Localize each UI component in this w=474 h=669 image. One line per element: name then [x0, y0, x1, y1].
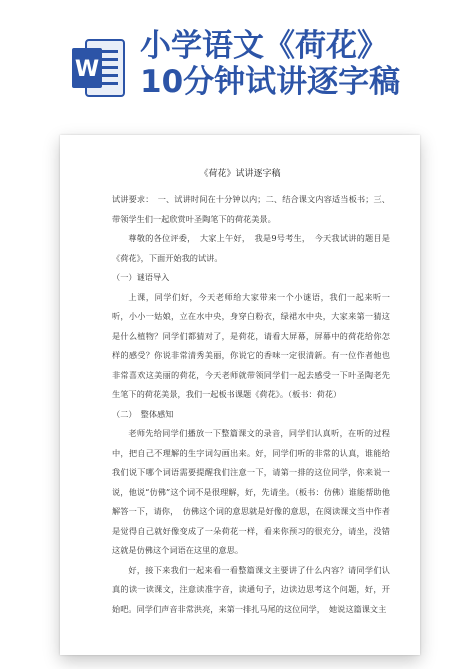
paragraph-greeting: 尊敬的各位评委， 大家上午好， 我是9号考生， 今天我试讲的题目是《荷花》，下面开始我的试讲。 — [112, 233, 390, 263]
word-document-icon — [72, 38, 126, 98]
section-heading: （一）谜语导入 — [112, 272, 170, 282]
paragraph-requirements: 试讲要求： 一、试讲时间在十分钟以内；二、结合课文内容适当板书；三、带领学生们一起欣赏叶圣陶笔下的荷花美景。 — [112, 194, 390, 224]
header-title — [140, 28, 470, 100]
document-body — [112, 190, 390, 619]
paragraph-next: 好，接下来我们一起来看一看整篇课文主要讲了什么内容？请同学们认真的读一读课文，注意读准字音，读通句子，边读边思考这个问题，好，开始吧。同学们声音非常洪亮，来第一排扎马尾的这位同学， 她说这篇课文主 — [112, 564, 390, 614]
paragraph-overview: 老师先给同学们播放一下整篇课文的录音，同学们认真听，在听的过程中，把自己不理解的生字词勾画出来。好，同学们听的非常的认真，谁能给我们说下哪个词语需要提醒我们注意一下，请第一排的这位同学，你来说一说，他说“仿佛”这个词不是很理解，好，先请坐。（板书：仿佛）谁能帮助他解答一下，请你， 仿佛这个词的意思就是好像的意思，在阅读课文当中作者是觉得自己就好像变成了一朵荷花一样，看来你预习的很充分，请坐，没错这就是仿佛这个词语在这里的意思。 — [112, 428, 390, 555]
section-heading: （二） 整体感知 — [112, 408, 174, 419]
document-title: 《荷花》试讲逐字稿 — [199, 169, 281, 179]
word-icon-letter: W — [74, 57, 100, 82]
title-line-2: 10分钟试讲逐字稿 — [140, 64, 401, 100]
paragraph-riddle: 上课，同学们好，今天老师给大家带来一个小谜语，我们一起来听一听，小小一姑娘，立在水中央，身穿白粉衣，绿裙水中央，大家来第一猜这是什么植物？同学们都猜对了，是荷花，请看大屏幕，屏幕中的荷花给你怎样的感受？你说非常清秀美丽，你说它的香味一定很清新。有一位作者他也非常喜欢这美丽的荷花，今天老师就带领同学们一起去感受一下叶圣陶老先生笔下的荷花美景，我们一起板书课题《荷花》。（板书：荷花） — [112, 291, 390, 399]
document-page — [60, 135, 420, 655]
title-line-1: 小学语文《荷花》 — [140, 28, 388, 64]
